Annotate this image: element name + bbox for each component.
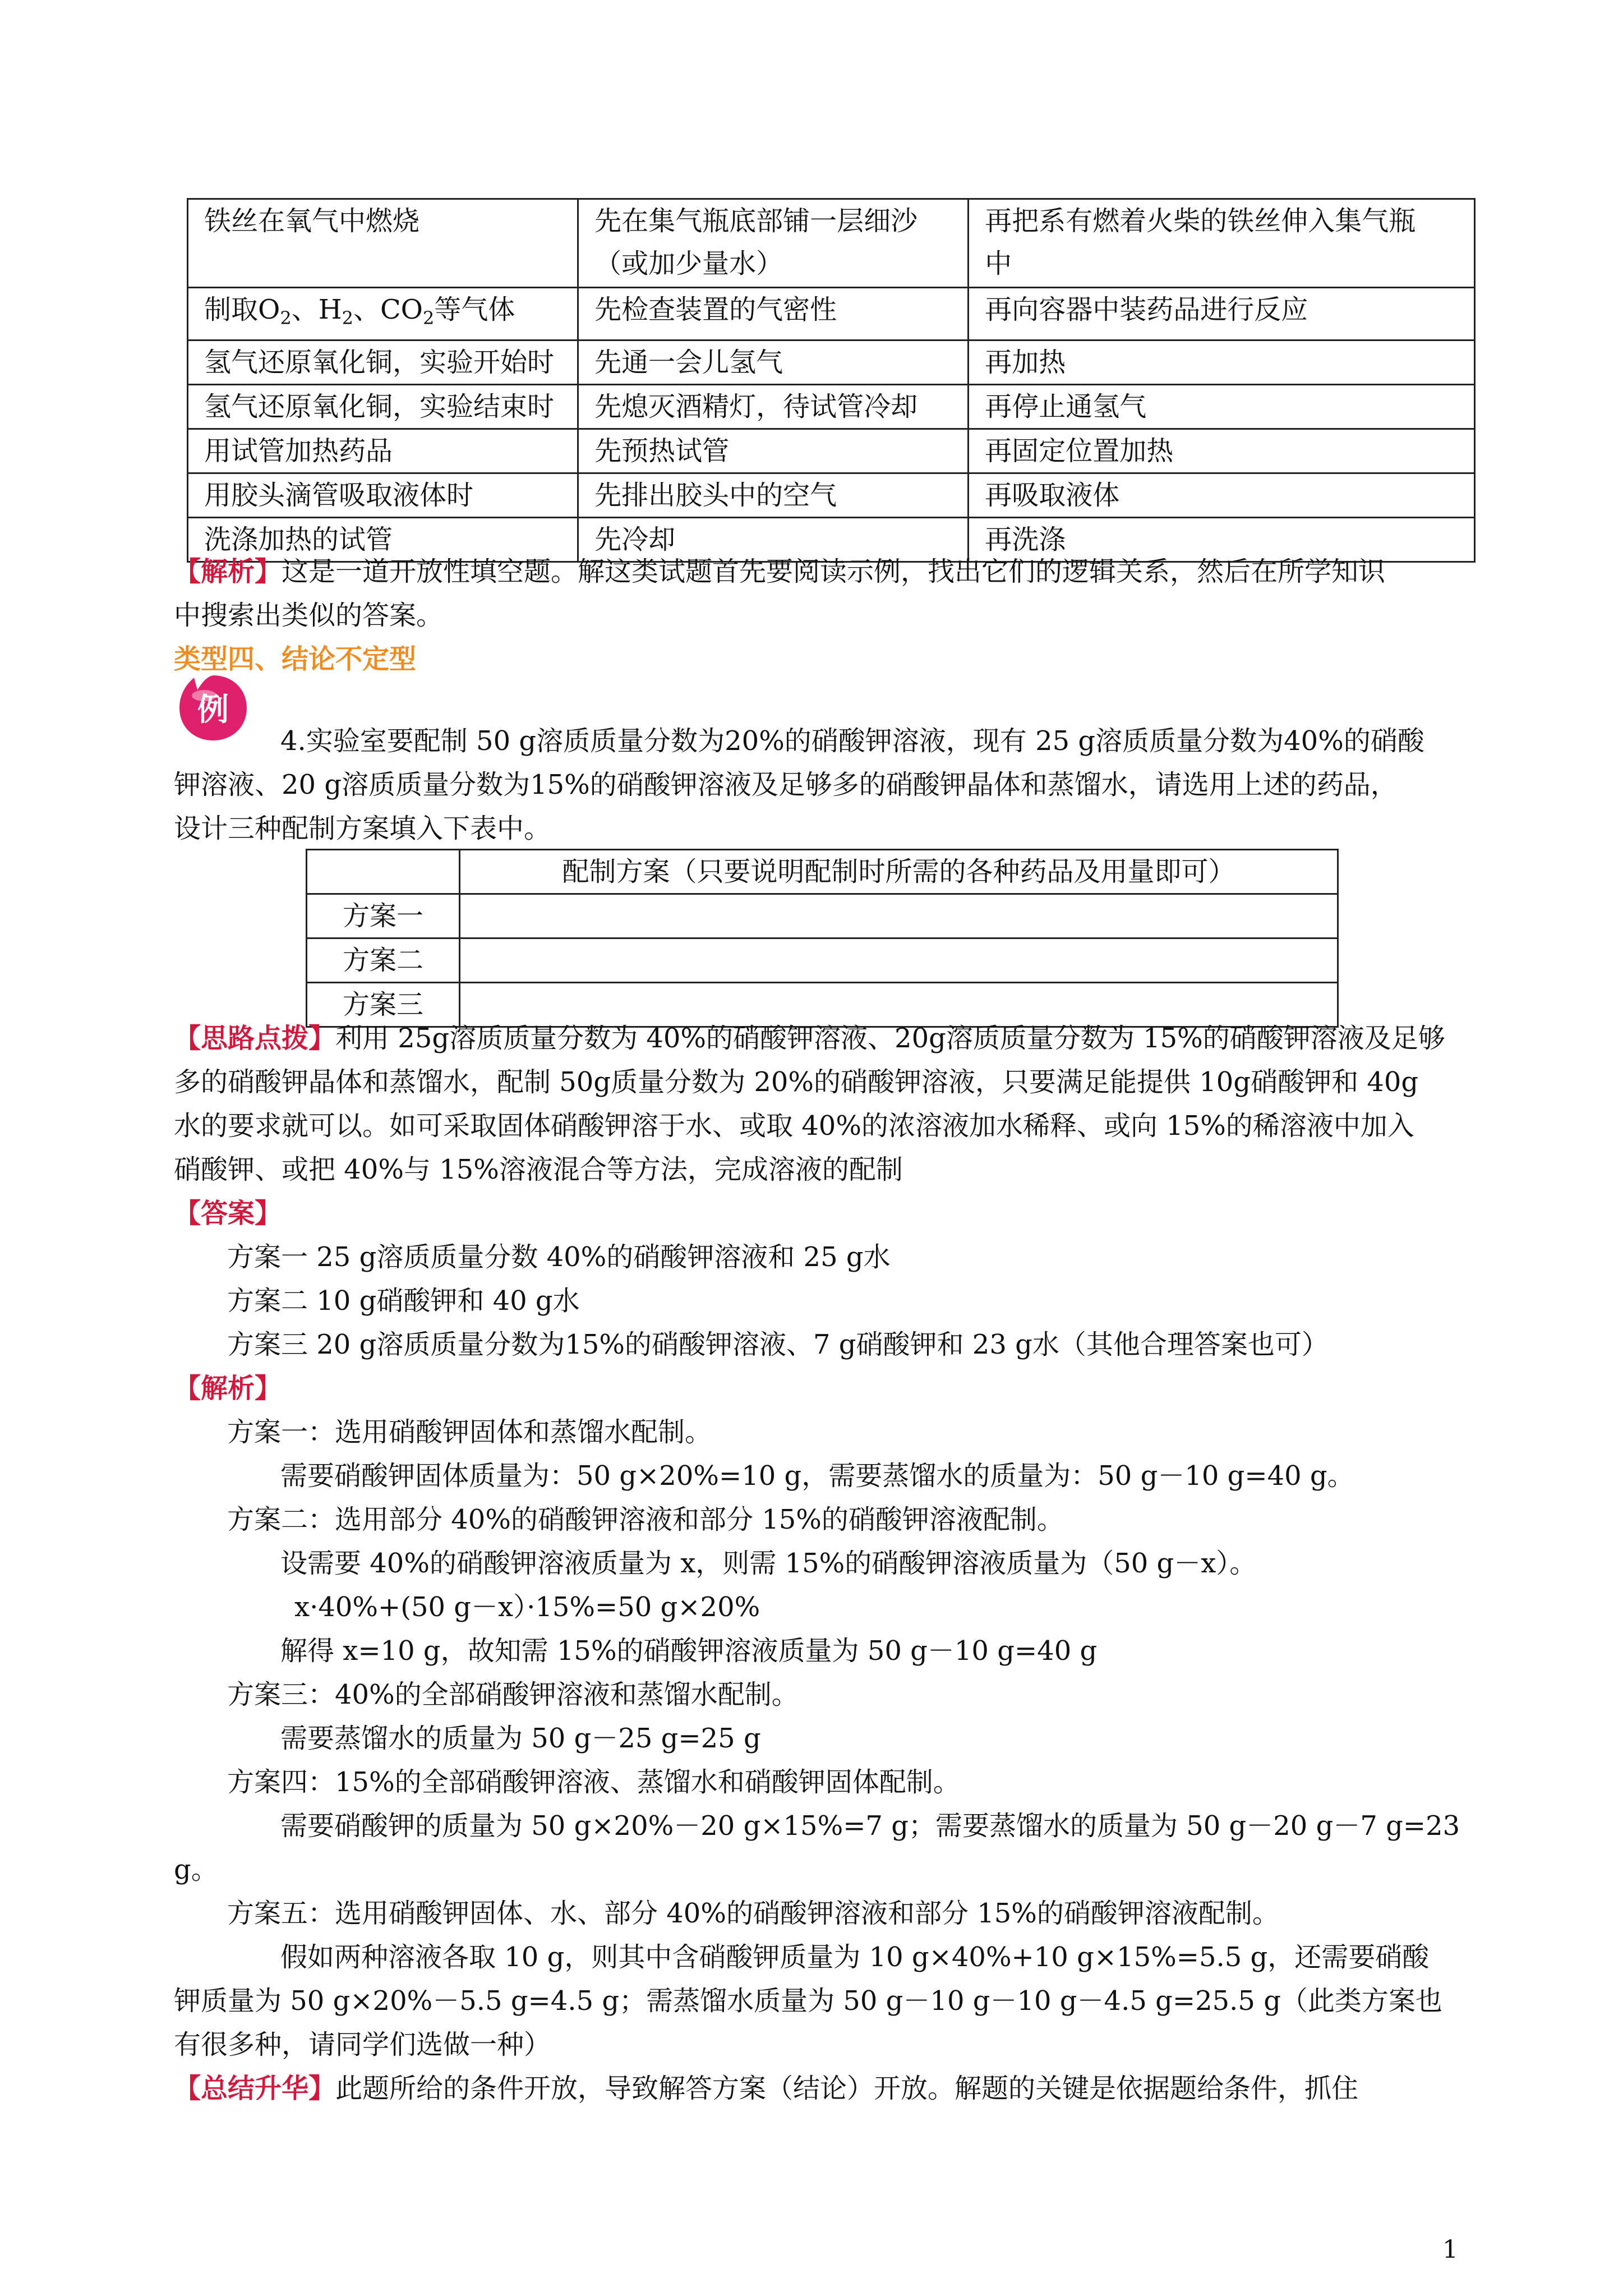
table-cell: 再固定位置加热 (969, 429, 1475, 473)
analysis-line: 方案四：15%的全部硝酸钾溶液、蒸馏水和硝酸钾固体配制。 (227, 1766, 960, 1798)
table-cell: 制取$O_2$、$H_2$、$CO_2$等气体 (188, 288, 578, 341)
question-line: 钾溶液、20 g溶质质量分数为15%的硝酸钾溶液及足够多的硝酸钾晶体和蒸馏水，请选用上述的药品， (174, 769, 1398, 800)
table-row (188, 429, 1475, 473)
hint-tag: 【思路点拨】 (174, 1023, 336, 1054)
table-row (188, 288, 1475, 341)
page-number: 1 (1442, 2235, 1458, 2264)
plan-table (306, 849, 1339, 1028)
question-line: 4.实验室要配制 50 g溶质质量分数为20%的硝酸钾溶液，现有 25 g溶质质量分数为40%的硝酸 (280, 725, 1424, 757)
answer-line: 方案三 20 g溶质质量分数为15%的硝酸钾溶液、7 g硝酸钾和 23 g水（其他合理答案也可） (227, 1329, 1329, 1360)
analysis-line: 钾质量为 50 g×20%－5.5 g=4.5 g；需蒸馏水质量为 50 g－10 g－10 g－4.5 g=25.5 g（此类方案也 (174, 1985, 1442, 2017)
plan-answer-cell[interactable] (460, 894, 1338, 938)
analysis-line: 需要硝酸钾固体质量为：50 g×20%=10 g，需要蒸馏水的质量为：50 g－10 g=40 g。 (280, 1460, 1354, 1492)
table-cell: 再吸取液体 (969, 473, 1475, 518)
analysis-line: 方案一：选用硝酸钾固体和蒸馏水配制。 (227, 1416, 712, 1448)
plan-label: 方案一 (307, 894, 460, 938)
table-cell: 再把系有燃着火柴的铁丝伸入集气瓶 中 (969, 199, 1475, 288)
table-cell: 先熄灭酒精灯，待试管冷却 (578, 385, 969, 429)
table-cell: 用试管加热药品 (188, 429, 578, 473)
analysis-tag: 【解析】 (174, 1373, 282, 1404)
table-cell (307, 850, 460, 894)
table-cell: 再洗涤 (969, 518, 1475, 562)
equation-line: x·40%+(50 g－x）·15%=50 g×20% (294, 1591, 760, 1623)
summary-tag: 【总结升华】 (174, 2073, 336, 2104)
hint-line: 水的要求就可以。如可采取固体硝酸钾溶于水、或取 40%的浓溶液加水稀释、或向 15%的稀溶液中加入 (174, 1110, 1414, 1142)
analysis-line: 解得 x=10 g，故知需 15%的硝酸钾溶液质量为 50 g－10 g=40 g (280, 1635, 1098, 1667)
analysis-line: 有很多种，请同学们选做一种） (174, 2029, 551, 2060)
table-row (307, 850, 1338, 894)
analysis-tag: 【解析】 (174, 556, 282, 587)
table-row (188, 385, 1475, 429)
table-row (188, 199, 1475, 288)
example-badge-icon (177, 673, 249, 743)
table-cell: 先排出胶头中的空气 (578, 473, 969, 518)
plan-label: 方案二 (307, 938, 460, 983)
table-cell: 洗涤加热的试管 (188, 518, 578, 562)
analysis-line: 需要硝酸钾的质量为 50 g×20%－20 g×15%=7 g；需要蒸馏水的质量为 50 g－20 g－7 g=23 (280, 1810, 1460, 1842)
section-title: 类型四、结论不定型 (174, 643, 417, 675)
table-cell: 再向容器中装药品进行反应 (969, 288, 1475, 341)
table-cell: 先冷却 (578, 518, 969, 562)
table-cell: 先检查装置的气密性 (578, 288, 969, 341)
hint-line: 硝酸钾、或把 40%与 15%溶液混合等方法，完成溶液的配制 (174, 1154, 903, 1185)
table-header: 配制方案（只要说明配制时所需的各种药品及用量即可） (460, 850, 1338, 894)
analysis-line: 方案五：选用硝酸钾固体、水、部分 40%的硝酸钾溶液和部分 15%的硝酸钾溶液配制。 (227, 1898, 1279, 1929)
order-table (187, 198, 1476, 563)
table-row (188, 341, 1475, 385)
analysis-line: 方案二：选用部分 40%的硝酸钾溶液和部分 15%的硝酸钾溶液配制。 (227, 1504, 1064, 1535)
table-cell: 再停止通氢气 (969, 385, 1475, 429)
analysis-line: g。 (174, 1854, 218, 1885)
analysis-paragraph: 【解析】这是一道开放性填空题。解这类试题首先要阅读示例，找出它们的逻辑关系，然后在所学知识 (174, 556, 1386, 587)
table-cell: 先预热试管 (578, 429, 969, 473)
table-cell: 铁丝在氧气中燃烧 (188, 199, 578, 288)
analysis-line: 需要蒸馏水的质量为 50 g－25 g=25 g (280, 1723, 761, 1754)
summary-paragraph: 【总结升华】此题所给的条件开放，导致解答方案（结论）开放。解题的关键是依据题给条件，抓住 (174, 2073, 1359, 2104)
hint-paragraph: 【思路点拨】利用 25g溶质质量分数为 40%的硝酸钾溶液、20g溶质质量分数为 15%的硝酸钾溶液及足够 (174, 1023, 1445, 1054)
example-badge-text: 例 (197, 692, 229, 728)
answer-line: 方案二 10 g硝酸钾和 40 g水 (227, 1285, 580, 1317)
analysis-line: 假如两种溶液各取 10 g，则其中含硝酸钾质量为 10 g×40%+10 g×15%=5.5 g，还需要硝酸 (280, 1941, 1430, 1973)
table-cell: 先通一会儿氢气 (578, 341, 969, 385)
hint-line: 多的硝酸钾晶体和蒸馏水，配制 50g质量分数为 20%的硝酸钾溶液，只要满足能提供 10g硝酸钾和 40g (174, 1066, 1419, 1098)
table-cell: 氢气还原氧化铜，实验开始时 (188, 341, 578, 385)
plan-answer-cell[interactable] (460, 938, 1338, 983)
table-cell: 用胶头滴管吸取液体时 (188, 473, 578, 518)
answer-line: 方案一 25 g溶质质量分数 40%的硝酸钾溶液和 25 g水 (227, 1241, 891, 1273)
analysis-line: 方案三：40%的全部硝酸钾溶液和蒸馏水配制。 (227, 1679, 799, 1710)
analysis-paragraph-cont: 中搜索出类似的答案。 (174, 600, 444, 631)
table-row (307, 894, 1338, 938)
table-cell: 氢气还原氧化铜，实验结束时 (188, 385, 578, 429)
table-cell: 再加热 (969, 341, 1475, 385)
analysis-line: 设需要 40%的硝酸钾溶液质量为 x，则需 15%的硝酸钾溶液质量为（50 g－x）。 (280, 1548, 1257, 1579)
table-row (307, 938, 1338, 983)
table-row (188, 473, 1475, 518)
plan-label: 方案三 (307, 983, 460, 1027)
question-line: 设计三种配制方案填入下表中。 (174, 813, 551, 844)
table-cell: 先在集气瓶底部铺一层细沙 （或加少量水） (578, 199, 969, 288)
answer-tag: 【答案】 (174, 1198, 282, 1229)
